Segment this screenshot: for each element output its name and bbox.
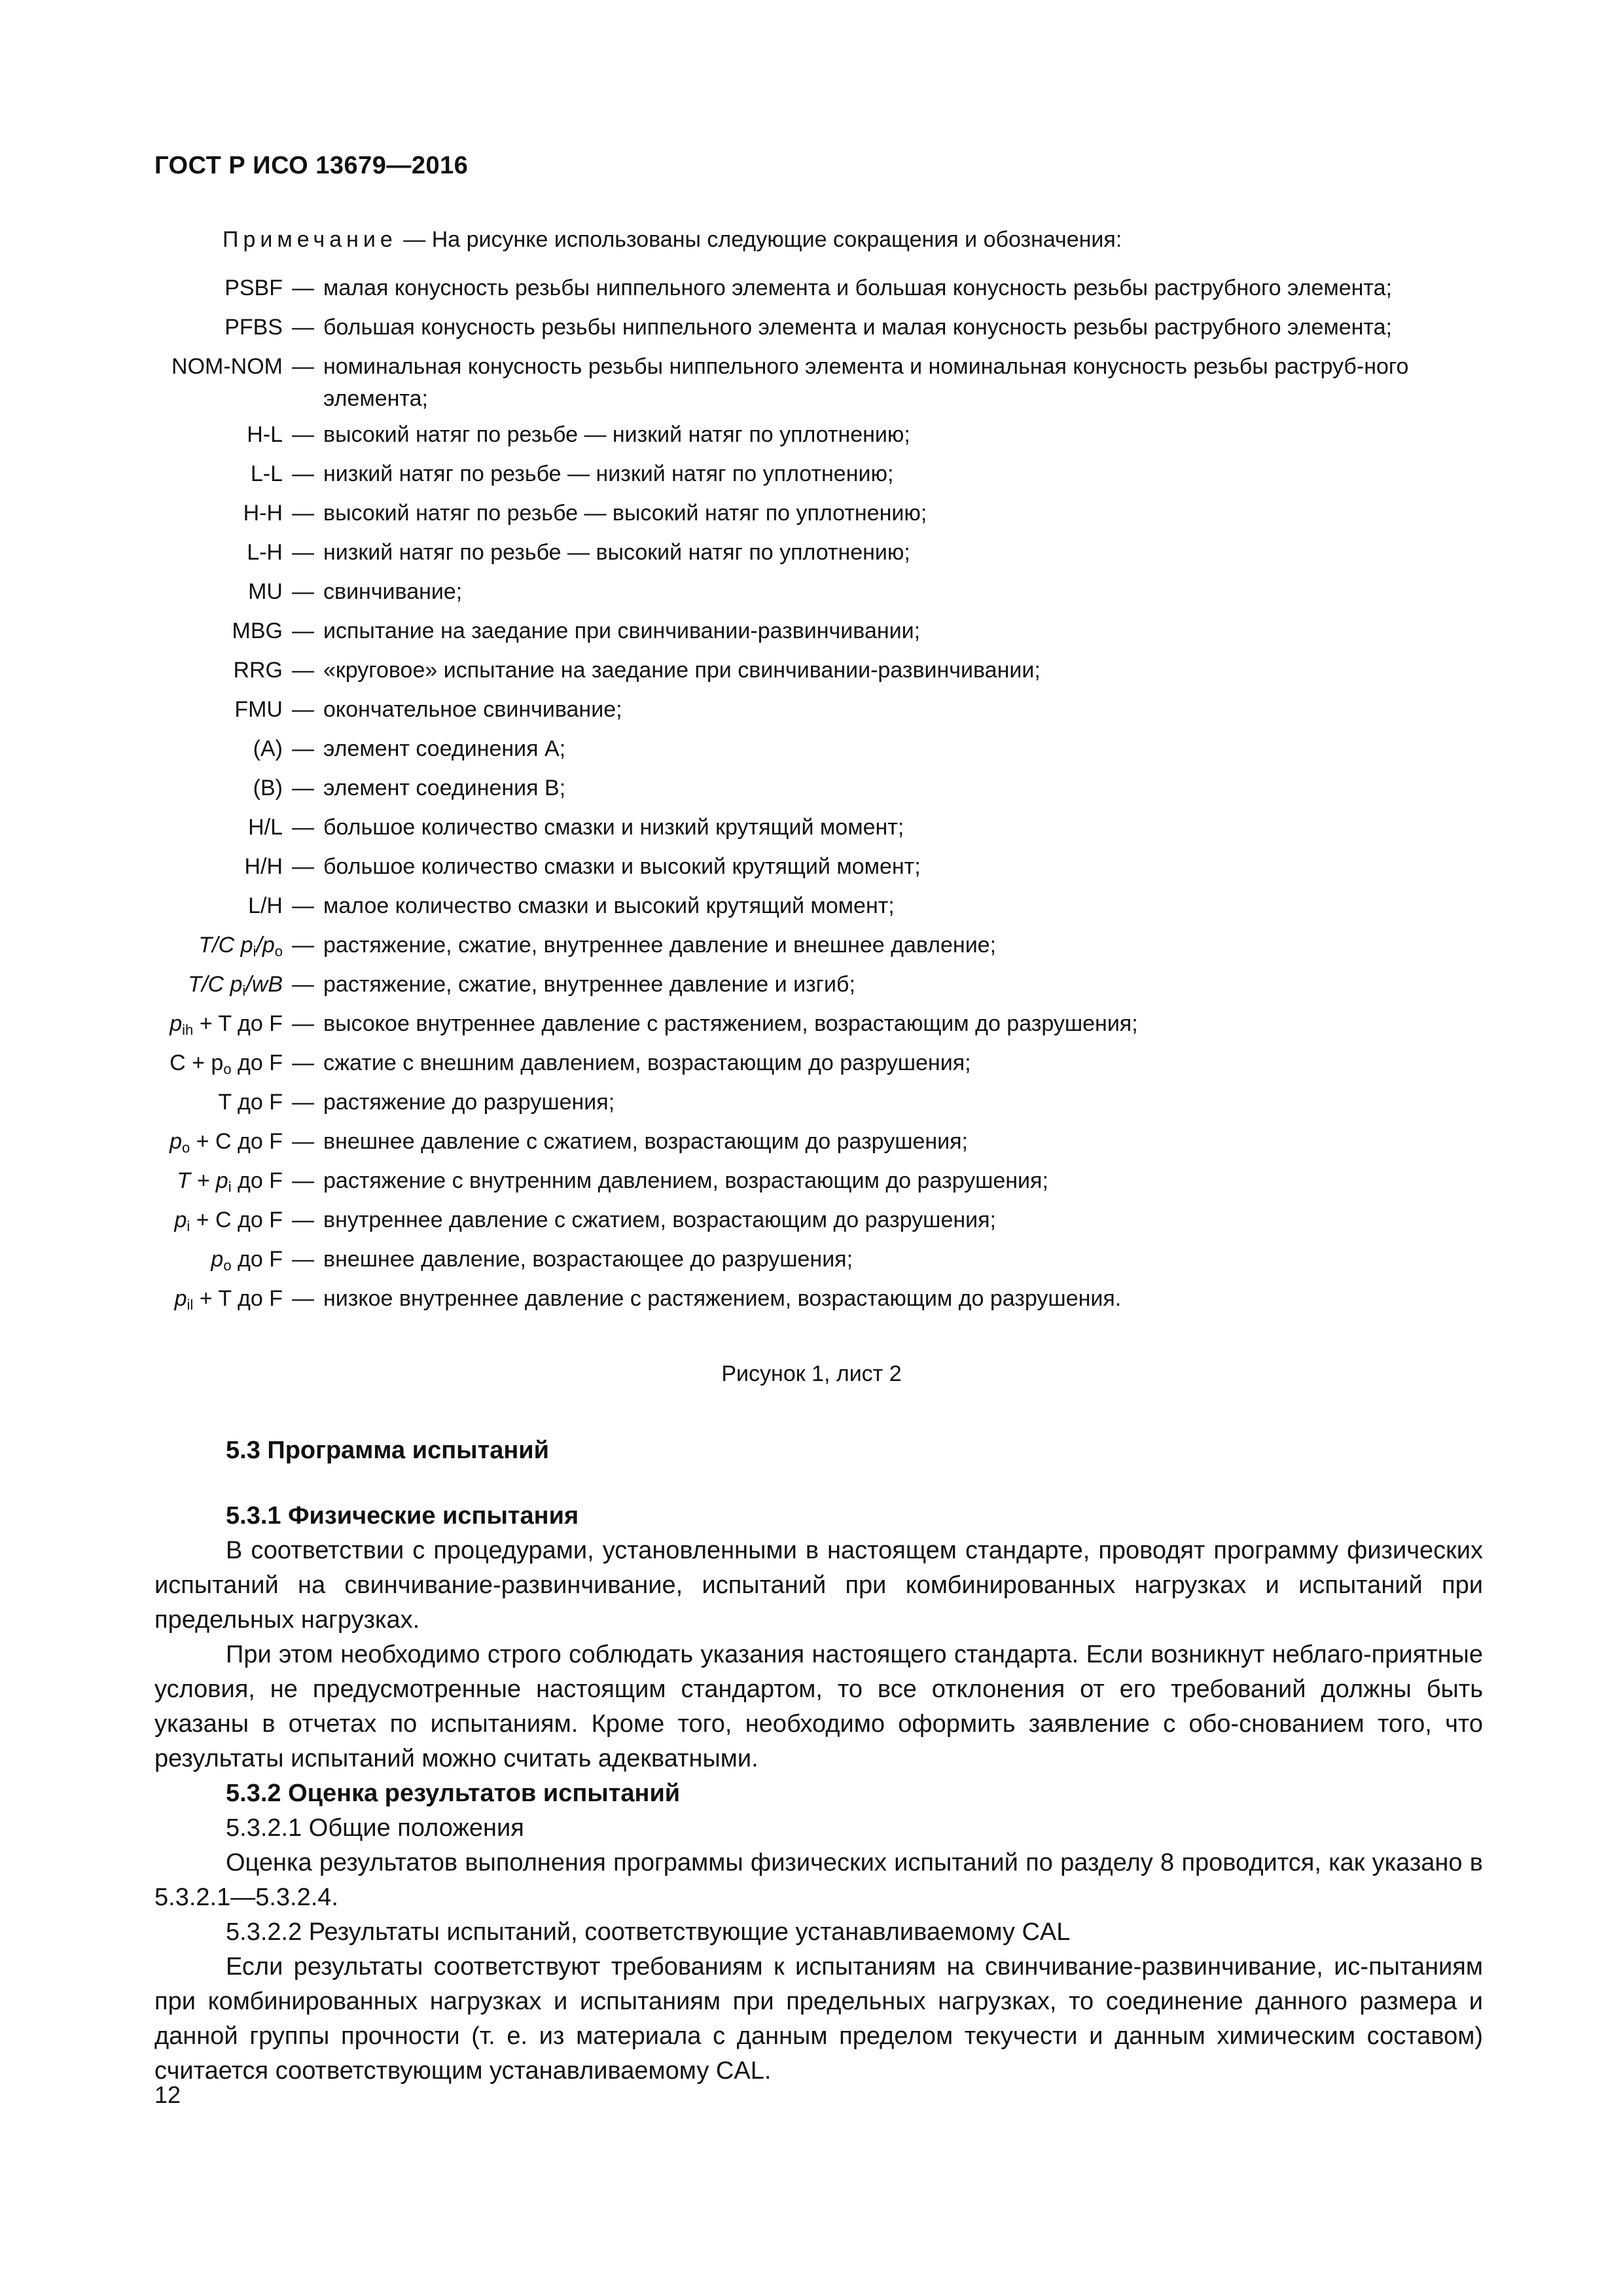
legend-description: окончательное свинчивание; [323,697,622,722]
legend-symbol: RRG [233,658,283,683]
legend-symbol: $p_o + C$ до F [169,1129,283,1156]
legend-row: PSBF — малая конусность резьбы ниппельного элемента и большая конусность резьбы раструбного элемента; [0,268,1623,308]
legend-description: внешнее давление с сжатием, возрастающим до разрушения; [323,1129,969,1154]
legend-description: внутреннее давление с сжатием, возрастающим до разрушения; [323,1208,996,1232]
legend-symbol: (A) [253,736,283,761]
legend-symbol: $C + p_o$ до F [169,1050,283,1077]
subsection-title: 5.3.2.2 Результаты испытаний, соответствующие устанавливаемому CAL [226,1918,1071,1946]
legend-description: большое количество смазки и высокий крутящий момент; [323,854,921,879]
legend-symbol: L-H [247,540,283,565]
legend-description: испытание на заедание при свинчивании-развинчивании; [323,619,921,643]
paragraph: При этом необходимо строго соблюдать указания настоящего стандарта. Если возникнут неблаго-приятные условия, не предусмотренные настоящим стандартом, то все отклонения от его требований должны быть указаны в отчетах по испытаниям. Кроме того, необходимо оформить заявление с обо-снованием того, что результаты испытаний можно считать адекватными. [154,1641,1483,1772]
legend-symbol: H-H [243,501,283,526]
abbreviation-legend [0,268,1623,1318]
legend-description: малая конусность резьбы ниппельного элемента и большая конусность резьбы раструбного элемента; [323,276,1392,300]
legend-symbol: MU [248,579,283,604]
figure-note [223,227,1122,253]
legend-description: низкое внутреннее давление с растяжением, возрастающим до разрушения. [323,1286,1122,1311]
legend-description: низкий натяг по резьбе — низкий натяг по уплотнению; [323,461,894,486]
legend-symbol: $p_i + C$ до F [174,1208,283,1234]
legend-row: T/C $p_i/wB$ — растяжение, сжатие, внутреннее давление и изгиб; [0,965,1623,1004]
note-lead: Примечание [223,227,397,252]
legend-row: H/L — большое количество смазки и низкий крутящий момент; [0,808,1623,847]
legend-symbol: PSBF [224,276,283,300]
legend-description: растяжение, сжатие, внутреннее давление и внешнее давление; [323,933,997,958]
legend-row: $p_{il} + T$ до F — низкое внутреннее давление с растяжением, возрастающим до разрушения. [0,1279,1623,1318]
legend-symbol: T/C $p_i/p_o$ [198,933,283,960]
legend-row: FMU — окончательное свинчивание; [0,690,1623,729]
document-header: ГОСТ Р ИСО 13679—2016 [154,152,469,179]
paragraph: В соответствии с процедурами, установленными в настоящем стандарте, проводят программу физических испытаний на свинчивание-развинчивание, испытаний при комбинированных нагрузках и испытаний при предельных нагрузках. [154,1537,1483,1634]
legend-symbol: H/H [244,854,283,879]
legend-description: низкий натяг по резьбе — высокий натяг по уплотнению; [323,540,910,565]
subsection-title: 5.3.2 Оценка результатов испытаний [226,1780,681,1807]
legend-row: T до F — растяжение до разрушения; [0,1083,1623,1122]
legend-description: большая конусность резьбы ниппельного элемента и малая конусность резьбы раструбного элемента; [323,315,1392,340]
legend-description: растяжение до разрушения; [323,1090,615,1115]
legend-symbol: T/C $p_i/wB$ [188,972,283,999]
legend-symbol: NOM-NOM [171,354,283,379]
legend-row: H/H — большое количество смазки и высокий крутящий момент; [0,847,1623,886]
legend-row: T/C $p_i/p_o$ — растяжение, сжатие, внутреннее давление и внешнее давление; [0,925,1623,965]
legend-symbol: FMU [234,697,283,722]
legend-description: элемент соединения А; [323,736,566,761]
legend-symbol: $p_o$ до F [211,1247,283,1274]
subsection-title: 5.3.2.1 Общие положения [226,1814,524,1842]
legend-description: свинчивание; [323,579,463,604]
paragraph: Если результаты соответствуют требованиям к испытаниям на свинчивание-развинчивание, ис-пытаниям при комбинированных нагрузках и испытаниям при предельных нагрузках, то соединение данного размера и данной группы прочности (т. е. из материала с данным пределом текучести и данным химическим составом) считается соответствующим устанавливаемому CAL. [154,1953,1483,2085]
subsection-title: 5.3.1 Физические испытания [226,1502,579,1530]
legend-description: большое количество смазки и низкий крутящий момент; [323,815,904,840]
legend-row: H-H — высокий натяг по резьбе — высокий натяг по уплотнению; [0,493,1623,533]
legend-description: внешнее давление, возрастающее до разрушения; [323,1247,853,1272]
legend-row: L-L — низкий натяг по резьбе — низкий натяг по уплотнению; [0,454,1623,493]
legend-row: (B) — элемент соединения В; [0,768,1623,808]
legend-row: MU — свинчивание; [0,572,1623,611]
legend-row: $p_o$ до F — внешнее давление, возрастающее до разрушения; [0,1240,1623,1279]
note-text: — На рисунке использованы следующие сокращения и обозначения: [397,227,1122,252]
legend-description: растяжение, сжатие, внутреннее давление и изгиб; [323,972,855,997]
legend-row: MBG — испытание на заедание при свинчивании-развинчивании; [0,611,1623,651]
legend-row: (A) — элемент соединения А; [0,729,1623,768]
figure-caption: Рисунок 1, лист 2 [721,1361,902,1386]
legend-symbol: H/L [248,815,283,840]
legend-row: $p_i + C$ до F — внутреннее давление с сжатием, возрастающим до разрушения; [0,1200,1623,1240]
paragraph: Оценка результатов выполнения программы физических испытаний по разделу 8 проводится, как указано в 5.3.2.1—5.3.2.4. [154,1849,1483,1911]
legend-row: L-H — низкий натяг по резьбе — высокий натяг по уплотнению; [0,533,1623,572]
legend-row: H-L — высокий натяг по резьбе — низкий натяг по уплотнению; [0,415,1623,454]
legend-row: $p_o + C$ до F — внешнее давление с сжатием, возрастающим до разрушения; [0,1122,1623,1161]
legend-description: сжатие с внешним давлением, возрастающим до разрушения; [323,1050,971,1075]
legend-description: «круговое» испытание на заедание при свинчивании-развинчивании; [323,658,1041,683]
legend-row: RRG — «круговое» испытание на заедание при свинчивании-развинчивании; [0,651,1623,690]
legend-symbol: L-L [250,461,283,486]
legend-row: $T + p_i$ до F — растяжение с внутренним давлением, возрастающим до разрушения; [0,1161,1623,1200]
legend-description: высокий натяг по резьбе — низкий натяг по уплотнению; [323,422,910,447]
legend-symbol: MBG [232,619,283,643]
legend-symbol: $p_{ih} + T$ до F [169,1011,283,1038]
legend-description: элемент соединения В; [323,776,566,800]
legend-row: $C + p_o$ до F — сжатие с внешним давлением, возрастающим до разрушения; [0,1043,1623,1083]
legend-symbol: PFBS [224,315,283,340]
legend-description: номинальная конусность резьбы ниппельного элемента и номинальная конусность резьбы раструб-ного элемента; [323,354,1409,411]
legend-symbol: $T + p_i$ до F [177,1168,283,1195]
legend-description: высокий натяг по резьбе — высокий натяг по уплотнению; [323,501,927,526]
legend-row: PFBS — большая конусность резьбы ниппельного элемента и малая конусность резьбы раструбного элемента; [0,308,1623,347]
legend-description: растяжение с внутренним давлением, возрастающим до разрушения; [323,1168,1048,1193]
legend-symbol: L/H [248,893,283,918]
legend-symbol: $p_{il} + T$ до F [174,1286,283,1313]
legend-row: $p_{ih} + T$ до F — высокое внутреннее давление с растяжением, возрастающим до разрушения; [0,1004,1623,1043]
legend-symbol: H-L [247,422,283,447]
legend-description: малое количество смазки и высокий крутящий момент; [323,893,895,918]
section-body [154,1499,1483,2089]
page-number: 12 [154,2081,181,2108]
section-title: 5.3 Программа испытаний [226,1437,550,1464]
legend-description: высокое внутреннее давление с растяжением, возрастающим до разрушения; [323,1011,1138,1036]
legend-row: L/H — малое количество смазки и высокий крутящий момент; [0,886,1623,925]
legend-row: NOM-NOM — номинальная конусность резьбы ниппельного элемента и номинальная конусность резьбы раструб-ного элемента; [0,347,1623,415]
legend-symbol: (B) [253,776,283,800]
legend-symbol: T до F [218,1090,283,1115]
